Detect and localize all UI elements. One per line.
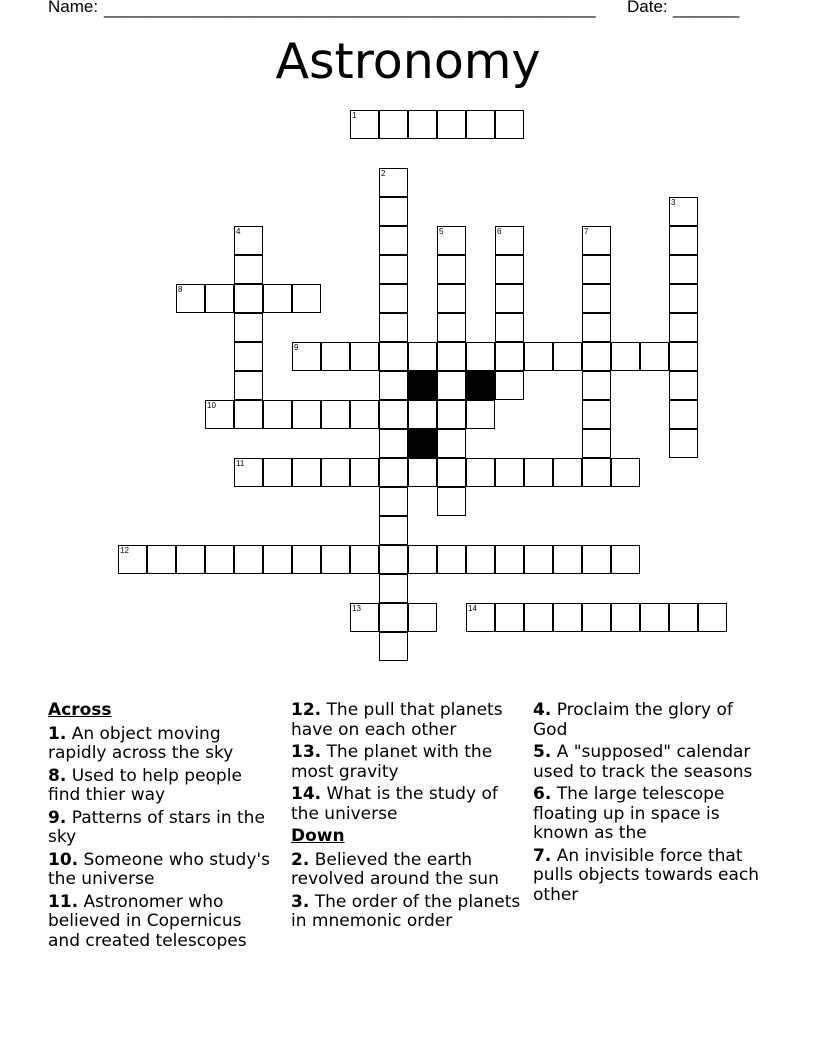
across-heading: Across: [48, 700, 112, 720]
grid-cell[interactable]: [466, 545, 495, 574]
grid-cell[interactable]: [611, 603, 640, 632]
grid-cell[interactable]: [669, 255, 698, 284]
grid-cell[interactable]: [582, 371, 611, 400]
clue-across-1: 1. An object moving rapidly across the sky: [48, 723, 234, 763]
grid-cell[interactable]: [350, 342, 379, 371]
clue-down-5: 5. A "supposed" calendar used to track the seasons: [533, 742, 753, 782]
grid-cell[interactable]: [379, 458, 408, 487]
grid-cell[interactable]: [379, 487, 408, 516]
grid-cell[interactable]: [379, 545, 408, 574]
grid-cell[interactable]: [234, 313, 263, 342]
grid-cell[interactable]: [379, 342, 408, 371]
clue-across-14: 14. What is the study of the universe: [291, 784, 498, 824]
clue-down-4: 4. Proclaim the glory of God: [533, 700, 733, 740]
grid-cell[interactable]: [263, 458, 292, 487]
grid-block: [408, 429, 437, 458]
grid-cell[interactable]: [408, 545, 437, 574]
clue-number: 4: [236, 227, 241, 236]
grid-cell[interactable]: [437, 545, 466, 574]
grid-cell[interactable]: [263, 284, 292, 313]
grid-cell[interactable]: [379, 255, 408, 284]
grid-cell[interactable]: [437, 458, 466, 487]
page-title: Astronomy: [275, 33, 541, 90]
grid-cell[interactable]: [553, 342, 582, 371]
grid-cell[interactable]: [176, 545, 205, 574]
grid-cell[interactable]: [350, 545, 379, 574]
grid-cell[interactable]: [582, 342, 611, 371]
grid-cell[interactable]: [466, 342, 495, 371]
grid-cell[interactable]: [437, 255, 466, 284]
grid-cell[interactable]: [234, 342, 263, 371]
grid-cell[interactable]: [321, 458, 350, 487]
grid-cell[interactable]: [495, 313, 524, 342]
grid-cell[interactable]: [437, 429, 466, 458]
grid-cell[interactable]: [234, 400, 263, 429]
clues-column-2: [291, 701, 521, 935]
grid-cell[interactable]: [379, 429, 408, 458]
grid-cell[interactable]: [234, 545, 263, 574]
grid-cell[interactable]: [582, 429, 611, 458]
grid-cell[interactable]: [408, 110, 437, 139]
grid-cell[interactable]: [321, 400, 350, 429]
grid-cell[interactable]: [379, 516, 408, 545]
grid-cell[interactable]: [524, 342, 553, 371]
grid-cell[interactable]: [437, 284, 466, 313]
grid-cell[interactable]: [466, 458, 495, 487]
clue-across-8: 8. Used to help people find thier way: [48, 765, 242, 805]
grid-cell[interactable]: [524, 545, 553, 574]
grid-cell[interactable]: [437, 342, 466, 371]
grid-cell[interactable]: [437, 400, 466, 429]
grid-cell[interactable]: [495, 458, 524, 487]
grid-cell[interactable]: [524, 603, 553, 632]
grid-cell[interactable]: [379, 574, 408, 603]
grid-cell[interactable]: [669, 400, 698, 429]
clue-number: 13: [352, 604, 361, 613]
grid-cell[interactable]: [321, 342, 350, 371]
grid-cell[interactable]: [379, 110, 408, 139]
grid-cell[interactable]: [640, 342, 669, 371]
grid-cell[interactable]: [437, 487, 466, 516]
grid-cell[interactable]: [379, 371, 408, 400]
clue-down-3: 3. The order of the planets in mnemonic order: [291, 891, 521, 931]
clues-column-3: [533, 701, 763, 908]
grid-cell[interactable]: [669, 371, 698, 400]
clue-down-7: 7. An invisible force that pulls objects towards each other: [533, 845, 760, 905]
grid-cell[interactable]: [582, 284, 611, 313]
grid-cell[interactable]: [234, 371, 263, 400]
name-label: Name:: [48, 0, 99, 16]
grid-cell[interactable]: [292, 545, 321, 574]
grid-cell[interactable]: [698, 603, 727, 632]
grid-cell[interactable]: [582, 458, 611, 487]
grid-cell[interactable]: [524, 458, 553, 487]
clue-across-9: 9. Patterns of stars in the sky: [48, 807, 265, 847]
clue-number: 12: [120, 546, 129, 555]
grid-cell[interactable]: [669, 429, 698, 458]
grid-block: [408, 371, 437, 400]
grid-cell[interactable]: [669, 603, 698, 632]
grid-cell[interactable]: [611, 545, 640, 574]
grid-cell[interactable]: [553, 545, 582, 574]
grid-cell[interactable]: [379, 632, 408, 661]
grid-cell[interactable]: [669, 226, 698, 255]
grid-cell[interactable]: [582, 255, 611, 284]
grid-cell[interactable]: [205, 545, 234, 574]
grid-cell[interactable]: [582, 313, 611, 342]
date-label: Date:: [627, 0, 668, 16]
grid-cell[interactable]: [437, 110, 466, 139]
grid-cell[interactable]: [582, 545, 611, 574]
grid-cell[interactable]: [379, 226, 408, 255]
grid-cell[interactable]: [408, 342, 437, 371]
grid-cell[interactable]: [263, 545, 292, 574]
down-heading: Down: [291, 826, 345, 846]
clues-column-1: [48, 701, 278, 954]
grid-cell[interactable]: [379, 400, 408, 429]
grid-cell[interactable]: [234, 255, 263, 284]
grid-cell[interactable]: [408, 400, 437, 429]
grid-block: [466, 371, 495, 400]
name-line[interactable]: ____________________________________________________: [104, 0, 596, 18]
grid-cell[interactable]: [350, 458, 379, 487]
grid-cell[interactable]: [147, 545, 176, 574]
clue-number: 11: [236, 459, 245, 468]
grid-cell[interactable]: [379, 603, 408, 632]
grid-cell[interactable]: [292, 458, 321, 487]
grid-cell[interactable]: [292, 400, 321, 429]
grid-cell[interactable]: [495, 110, 524, 139]
grid-cell[interactable]: [466, 400, 495, 429]
clue-across-11: 11. Astronomer who believed in Copernicus and created telescopes: [48, 891, 247, 951]
clue-number: 3: [671, 198, 676, 207]
grid-cell[interactable]: [495, 255, 524, 284]
grid-cell[interactable]: [553, 603, 582, 632]
grid-cell[interactable]: [437, 313, 466, 342]
grid-cell[interactable]: [495, 342, 524, 371]
grid-cell[interactable]: [495, 603, 524, 632]
grid-cell[interactable]: [437, 371, 466, 400]
grid-cell[interactable]: [292, 284, 321, 313]
date-line[interactable]: _______: [673, 0, 740, 18]
grid-cell[interactable]: [669, 313, 698, 342]
grid-cell[interactable]: [379, 313, 408, 342]
clue-number: 8: [178, 285, 183, 294]
grid-cell[interactable]: [640, 603, 669, 632]
clue-across-12: 12. The pull that planets have on each other: [291, 700, 503, 740]
grid-cell[interactable]: [495, 545, 524, 574]
clue-number: 5: [439, 227, 444, 236]
clue-number: 2: [381, 169, 386, 178]
grid-cell[interactable]: [408, 603, 437, 632]
grid-cell[interactable]: [466, 110, 495, 139]
clue-number: 6: [497, 227, 502, 236]
grid-cell[interactable]: [205, 284, 234, 313]
grid-cell[interactable]: [669, 342, 698, 371]
clue-down-2: 2. Believed the earth revolved around the sun: [291, 849, 499, 889]
grid-cell[interactable]: [408, 458, 437, 487]
grid-cell[interactable]: [350, 400, 379, 429]
clue-across-10: 10. Someone who study's the universe: [48, 849, 270, 889]
clue-number: 9: [294, 343, 299, 352]
grid-cell[interactable]: [321, 545, 350, 574]
grid-cell[interactable]: [263, 400, 292, 429]
grid-cell[interactable]: [611, 458, 640, 487]
grid-cell[interactable]: [582, 603, 611, 632]
grid-cell[interactable]: [234, 284, 263, 313]
grid-cell[interactable]: [495, 284, 524, 313]
grid-cell[interactable]: [495, 371, 524, 400]
grid-cell[interactable]: [582, 400, 611, 429]
clue-number: 7: [584, 227, 589, 236]
clue-number: 10: [207, 401, 216, 410]
clue-number: 1: [352, 111, 357, 120]
clue-down-6: 6. The large telescope floating up in space is known as the: [533, 784, 725, 843]
grid-cell[interactable]: [379, 197, 408, 226]
clue-across-13: 13. The planet with the most gravity: [291, 742, 493, 782]
clue-number: 14: [468, 604, 477, 613]
grid-cell[interactable]: [611, 342, 640, 371]
grid-cell[interactable]: [669, 284, 698, 313]
grid-cell[interactable]: [553, 458, 582, 487]
grid-cell[interactable]: [379, 284, 408, 313]
